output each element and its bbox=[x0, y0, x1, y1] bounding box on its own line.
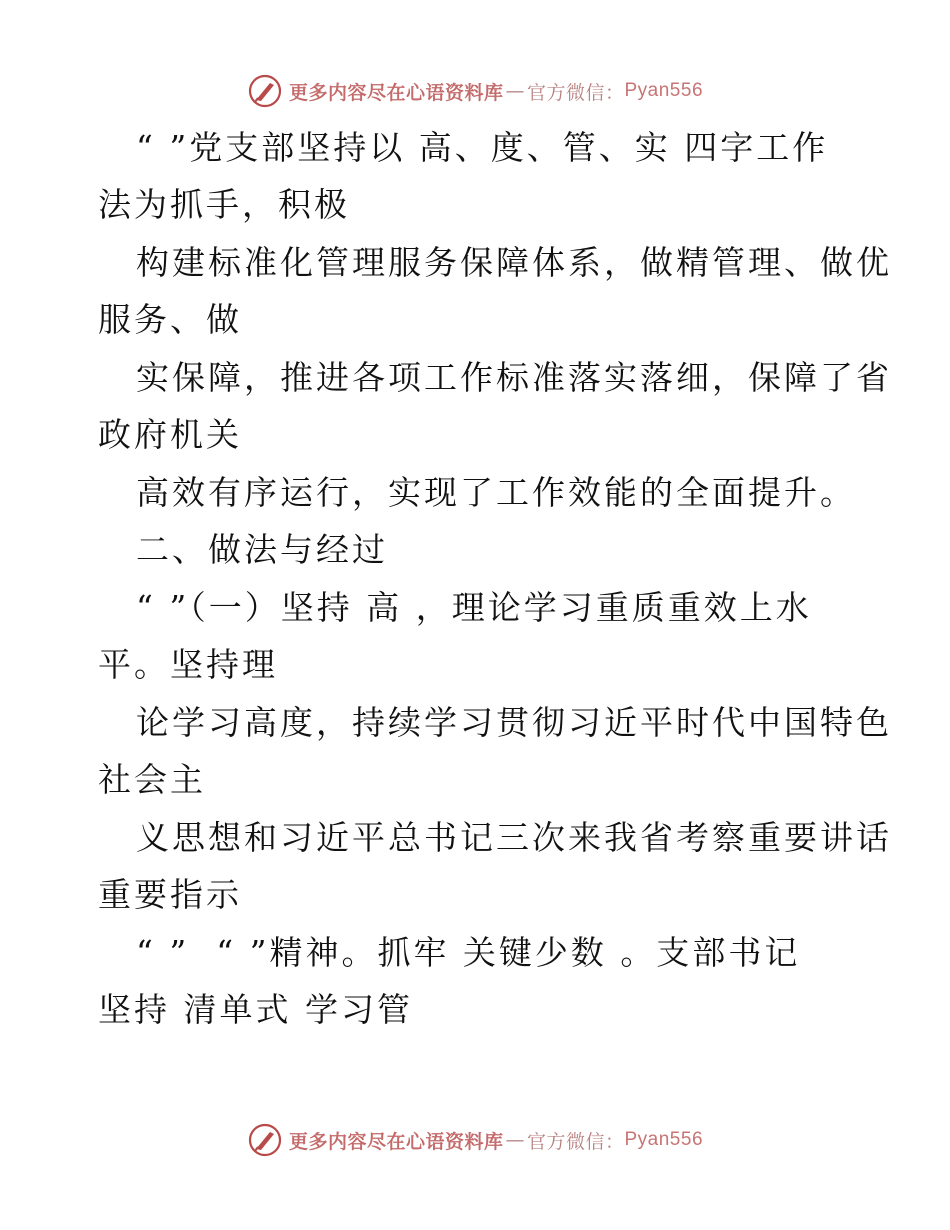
text-line: 高效有序运行，实现了工作效能的全面提升。 bbox=[136, 473, 856, 512]
watermark-label: 官方微信： bbox=[526, 81, 625, 104]
text-line: 坚持 清单式 学习管 bbox=[98, 990, 413, 1029]
watermark-id: Pyan556 bbox=[624, 80, 704, 101]
quill-pen-circle-icon bbox=[247, 73, 283, 109]
watermark-label: 官方微信： bbox=[526, 1130, 625, 1153]
text-line: “ ”党支部坚持以 高、度、管、实 四字工作 bbox=[136, 128, 829, 167]
text-line: “ ” “ ”精神。抓牢 关键少数 。支部书记 bbox=[136, 933, 801, 972]
text-line: 重要指示 bbox=[98, 875, 242, 914]
text-line: 实保障，推进各项工作标准落实落细，保障了省 bbox=[136, 358, 892, 397]
text-line: “ ”（一）坚持 高 ，理论学习重质重效上水 bbox=[136, 588, 812, 627]
watermark-main-text: 更多内容尽在心语资料库 bbox=[288, 81, 504, 104]
header-watermark bbox=[0, 71, 950, 111]
watermark-id: Pyan556 bbox=[624, 1129, 704, 1150]
text-line: 服务、做 bbox=[98, 300, 242, 339]
footer-watermark bbox=[0, 1120, 950, 1160]
text-line: 平。坚持理 bbox=[98, 645, 278, 684]
text-line: 构建标准化管理服务保障体系，做精管理、做优 bbox=[136, 243, 892, 282]
watermark-separator: — bbox=[505, 1129, 525, 1151]
text-line: 义思想和习近平总书记三次来我省考察重要讲话 bbox=[136, 818, 892, 857]
quill-pen-circle-icon bbox=[247, 1122, 283, 1158]
text-line: 论学习高度，持续学习贯彻习近平时代中国特色 bbox=[136, 703, 892, 742]
section-heading: 二、做法与经过 bbox=[136, 530, 388, 569]
text-line: 政府机关 bbox=[98, 415, 242, 454]
watermark-main-text: 更多内容尽在心语资料库 bbox=[288, 1130, 504, 1153]
text-line: 社会主 bbox=[98, 760, 206, 799]
watermark-separator: — bbox=[505, 80, 525, 102]
text-line: 法为抓手，积极 bbox=[98, 185, 350, 224]
